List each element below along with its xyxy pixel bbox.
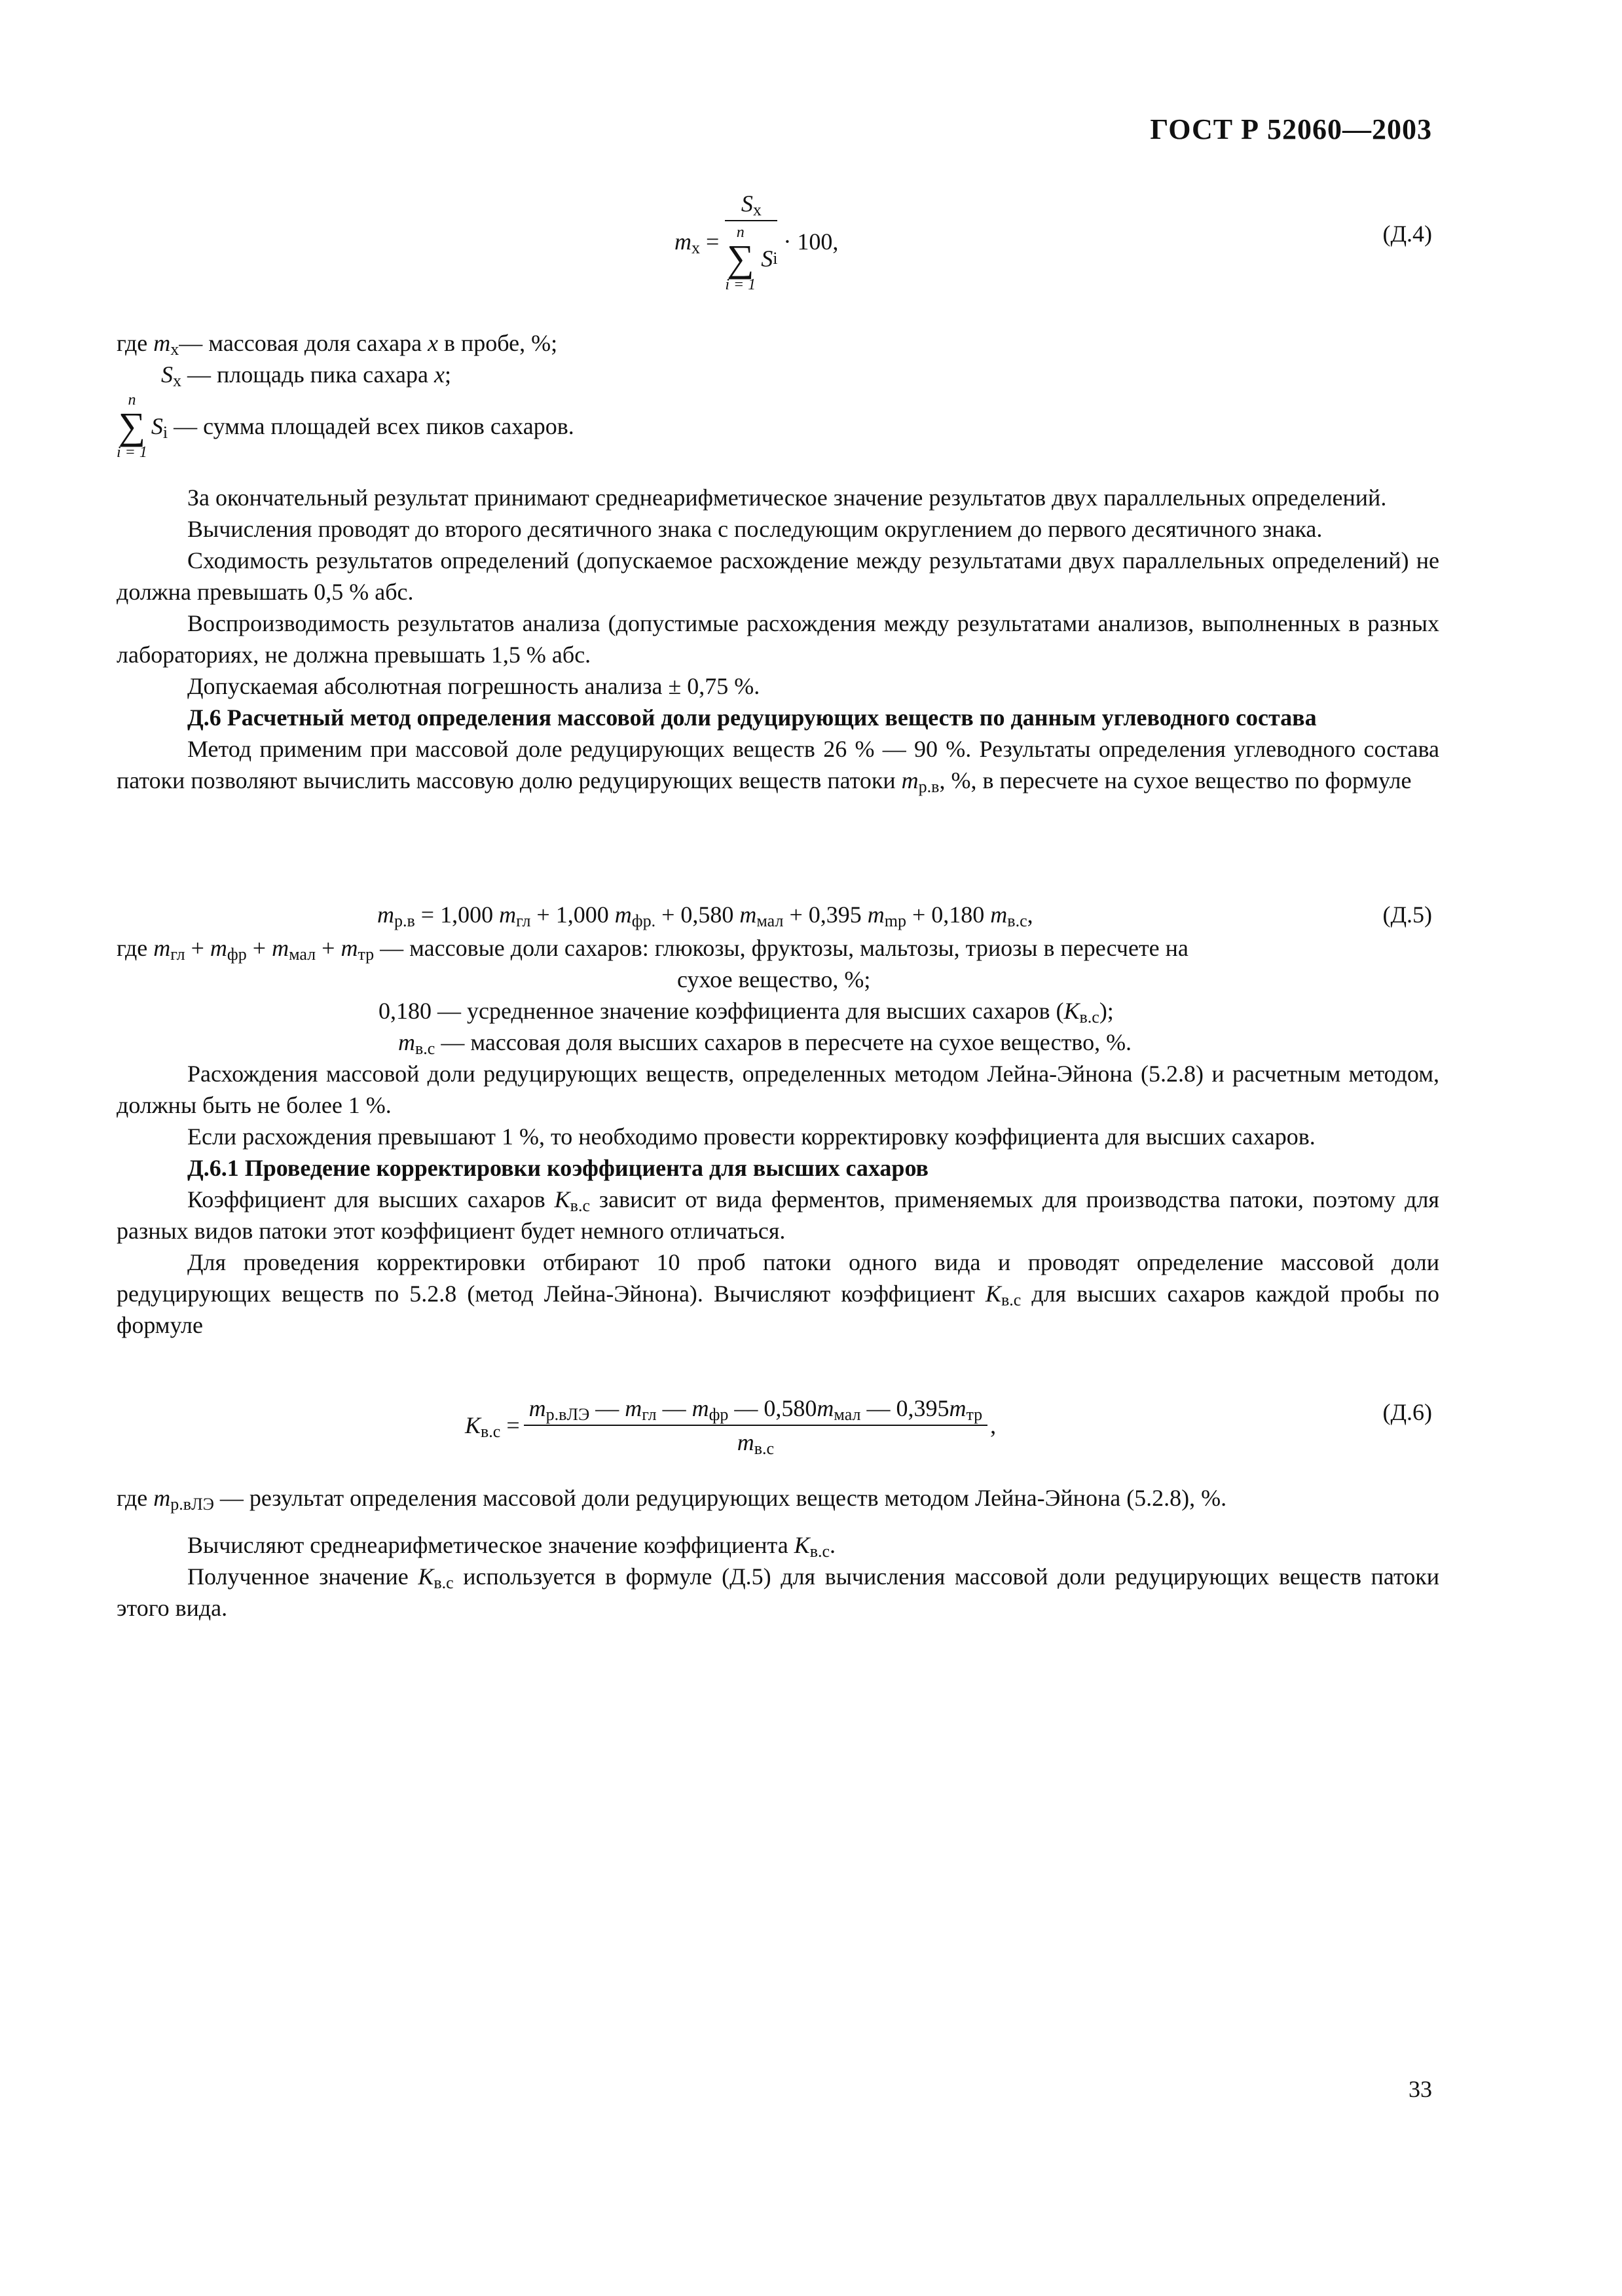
paragraph: Коэффициент для высших сахаров $K_{в.с}$ зависит от вида ферментов, применяемых для производства патоки, поэтому для разных видов патоки этот коэффициент будет немного отличаться. (117, 1186, 1439, 1244)
where-d5-line1b: сухое вещество, %; (677, 966, 871, 993)
paragraph-block-1 (117, 482, 1439, 796)
equation-number-d4: (Д.4) (1382, 221, 1432, 247)
paragraph: Метод применим при массовой доле редуцирующих веществ 26 % — 90 %. Результаты определения углеводного состава патоки позволяют вычислить массовую долю редуцирующих веществ патоки $m_{р.в}$, %, в пересчете на сухое вещество по формуле (117, 736, 1439, 796)
page-number: 33 (1409, 2076, 1432, 2102)
where-d5-line3: $m_{в.с}$ — массовая доля высших сахаров в пересчете на сухое вещество, %. (398, 1029, 1132, 1058)
paragraph: Сходимость результатов определений (допускаемое расхождение между результатами двух параллельных определений) не должна превышать 0,5 % абс. (117, 547, 1439, 605)
paragraph: За окончательный результат принимают среднеарифметическое значение результатов двух параллельных определений. (187, 484, 1387, 511)
where-d4-line1: где $m_x—$ массовая доля сахара x в пробе, %; (117, 330, 558, 359)
paragraph: Допускаемая абсолютная погрешность анализа ± 0,75 %. (187, 673, 760, 699)
equation-number-d5: (Д.5) (1382, 902, 1432, 928)
paragraph: Полученное значение $K_{в.с}$ используется в формуле (Д.5) для вычисления массовой доли редуцирующих веществ патоки этого вида. (117, 1563, 1439, 1621)
where-d4-line2: $S_x$ — площадь пика сахара x; (161, 361, 451, 390)
paragraph-block-2 (117, 1058, 1439, 1341)
paragraph-block-3 (117, 1529, 1439, 1624)
formula-d6: $K_{в.с}$ = $\frac{m_{р.вЛЭ} — m_{гл} — m_{фр} — 0,580m_{мал} — 0,395m_{тр}}{m_{в.с}}$ , (465, 1395, 997, 1458)
section-heading-d61: Д.6.1 Проведение корректировки коэффициента для высших сахаров (187, 1155, 929, 1181)
formula-d4: $m_x$ = $S_x$ n ∑ i = 1 S i · 100, (674, 191, 839, 293)
where-d6-line: где $m_{р.вЛЭ}$ — результат определения массовой доли редуцирующих веществ методом Лейна-Эйнона (5.2.8), %. (117, 1485, 1227, 1514)
document-header: ГОСТ Р 52060—2003 (1150, 113, 1432, 145)
paragraph: Вычисляют среднеарифметическое значение коэффициента $K_{в.с}$. (187, 1532, 836, 1561)
paragraph: Вычисления проводят до второго десятичного знака с последующим округлением до первого десятичного знака. (187, 516, 1323, 542)
where-d5-line1: где $m_{гл} + m_{фр} + m_{мал} + m_{тр}$ — массовые доли сахаров: глюкозы, фруктозы, мальтозы, триозы в пересчете на (117, 935, 1189, 964)
where-d5-line2: 0,180 — усредненное значение коэффициента для высших сахаров $(K_{в.с})$; (378, 998, 1114, 1027)
equation-number-d6: (Д.6) (1382, 1399, 1432, 1425)
paragraph: Для проведения корректировки отбирают 10 проб патоки одного вида и проводят определение массовой доли редуцирующих веществ по 5.2.8 (метод Лейна-Эйнона). Вычисляют коэффициент $K_{в.с}$ для высших сахаров каждой пробы по формуле (117, 1249, 1439, 1338)
paragraph: Воспроизводимость результатов анализа (допустимые расхождения между результатами анализов, выполненных в разных лабораториях, не должна превышать 1,5 % абс. (117, 610, 1439, 668)
paragraph: Расхождения массовой доли редуцирующих веществ, определенных методом Лейна-Эйнона (5.2.8) и расчетным методом, должны быть не более 1 %. (117, 1061, 1439, 1118)
paragraph: Если расхождения превышают 1 %, то необходимо провести корректировку коэффициента для высших сахаров. (187, 1123, 1316, 1150)
section-heading-d6: Д.6 Расчетный метод определения массовой доли редуцирующих веществ по данным углеводного состава (187, 704, 1317, 731)
where-d4-line3: n ∑ i = 1 $S_i$ — сумма площадей всех пиков сахаров. (117, 392, 574, 461)
formula-d5: $m_{р.в} = 1,000$ $m_{гл} + 1,000$ $m_{фр.} + 0,580$ $m_{мал} + 0,395$ $m_{mр} + 0,180$ $m_{в.с}$, (377, 902, 1033, 930)
